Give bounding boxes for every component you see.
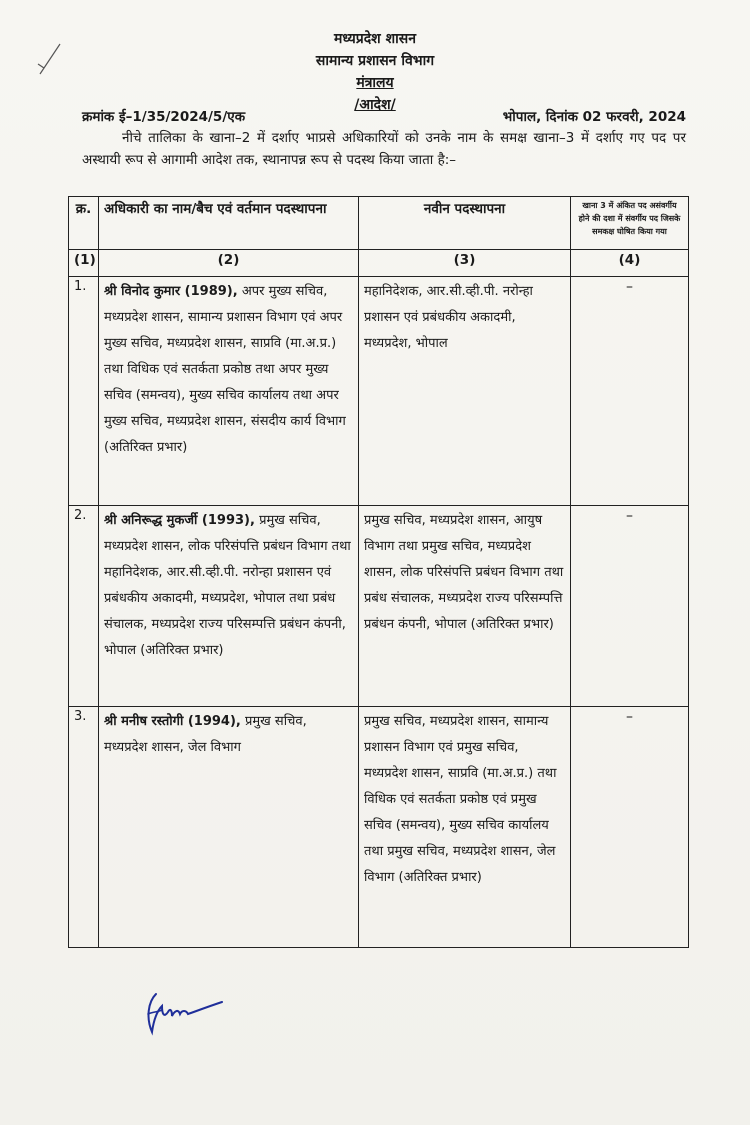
- department-name: सामान्य प्रशासन विभाग: [315, 53, 435, 69]
- order-number: क्रमांक ई–1/35/2024/5/एक: [82, 109, 246, 125]
- order-date: भोपाल, दिनांक 02 फरवरी, 2024: [502, 109, 686, 125]
- column-number-row: [69, 250, 689, 277]
- table-row: [69, 506, 689, 707]
- column-number: (3): [359, 250, 571, 277]
- document-header: [0, 28, 750, 116]
- order-title: /आदेश/: [354, 97, 396, 113]
- officer-cell: [99, 506, 359, 707]
- equivalent-post: –: [571, 277, 689, 506]
- table-row: [69, 707, 689, 948]
- officer-name: श्री अनिरूद्ध मुकर्जी (1993),: [104, 513, 255, 528]
- new-posting: प्रमुख सचिव, मध्यप्रदेश शासन, आयुष विभाग तथा प्रमुख सचिव, मध्यप्रदेश शासन, लोक परिसंपत्ति प्रबंधन विभाग तथा प्रबंध संचालक, मध्यप्रदेश राज्य परिसम्पत्ति प्रबंधन कंपनी, भोपाल (अतिरिक्त प्रभार): [359, 506, 571, 707]
- officer-cell: [99, 707, 359, 948]
- table-row: [69, 277, 689, 506]
- column-number: (4): [571, 250, 689, 277]
- officer-cell: [99, 277, 359, 506]
- officer-name: श्री विनोद कुमार (1989),: [104, 284, 238, 299]
- officer-name: श्री मनीष रस्तोगी (1994),: [104, 714, 241, 729]
- serial-number: 2.: [69, 506, 99, 707]
- current-posting: प्रमुख सचिव, मध्यप्रदेश शासन, जेल विभाग: [104, 714, 307, 755]
- table-header-row: [69, 197, 689, 250]
- new-posting: प्रमुख सचिव, मध्यप्रदेश शासन, सामान्य प्रशासन विभाग एवं प्रमुख सचिव, मध्यप्रदेश शासन, साप्रवि (मा.अ.प्र.) तथा विधिक एवं सतर्कता प्रकोष्ठ एवं प्रमुख सचिव (समन्वय), मुख्य सचिव कार्यालय तथा प्रमुख सचिव, मध्यप्रदेश शासन, जेल विभाग (अतिरिक्त प्रभार): [359, 707, 571, 948]
- header-equivalent: खाना 3 में अंकित पद असंवर्गीय होने की दशा में संवर्गीय पद जिसके समकक्ष घोषित किया गया: [571, 197, 689, 250]
- header-officer: अधिकारी का नाम/बैच एवं वर्तमान पदस्थापना: [99, 197, 359, 250]
- current-posting: अपर मुख्य सचिव, मध्यप्रदेश शासन, सामान्य प्रशासन विभाग एवं अपर मुख्य सचिव, मध्यप्रदेश शासन, साप्रवि (मा.अ.प्र.) तथा विधिक एवं सतर्कता प्रकोष्ठ तथा अपर मुख्य सचिव (समन्वय), मुख्य सचिव कार्यालय तथा अपर मुख्य सचिव, मध्यप्रदेश शासन, संसदीय कार्य विभाग (अतिरिक्त प्रभार): [104, 284, 346, 455]
- column-number: (1): [69, 250, 99, 277]
- equivalent-post: –: [571, 506, 689, 707]
- equivalent-post: –: [571, 707, 689, 948]
- intro-text: नीचे तालिका के खाना–2 में दर्शाए भाप्रसे अधिकारियों को उनके नाम के समक्ष खाना–3 में दर्शाए गए पद पर अस्थायी रूप से आगामी आदेश तक, स्थानापन्न रूप से पदस्थ किया जाता है:–: [82, 130, 686, 168]
- current-posting: प्रमुख सचिव, मध्यप्रदेश शासन, लोक परिसंपत्ति प्रबंधन विभाग तथा महानिदेशक, आर.सी.व्ही.पी. नरोन्हा प्रशासन एवं प्रबंधकीय अकादमी, मध्यप्रदेश, भोपाल तथा प्रबंध संचालक, मध्यप्रदेश राज्य परिसम्पत्ति प्रबंधन कंपनी, भोपाल (अतिरिक्त प्रभार): [104, 513, 351, 658]
- column-number: (2): [99, 250, 359, 277]
- ministry-label: मंत्रालय: [356, 75, 394, 91]
- header-serial: क्र.: [69, 197, 99, 250]
- new-posting: महानिदेशक, आर.सी.व्ही.पी. नरोन्हा प्रशासन एवं प्रबंधकीय अकादमी, मध्यप्रदेश, भोपाल: [359, 277, 571, 506]
- intro-paragraph: [82, 127, 686, 171]
- government-name: मध्यप्रदेश शासन: [334, 31, 416, 47]
- posting-table: [68, 196, 689, 948]
- serial-number: 1.: [69, 277, 99, 506]
- header-new-posting: नवीन पदस्थापना: [359, 197, 571, 250]
- signature-icon: [138, 988, 228, 1038]
- serial-number: 3.: [69, 707, 99, 948]
